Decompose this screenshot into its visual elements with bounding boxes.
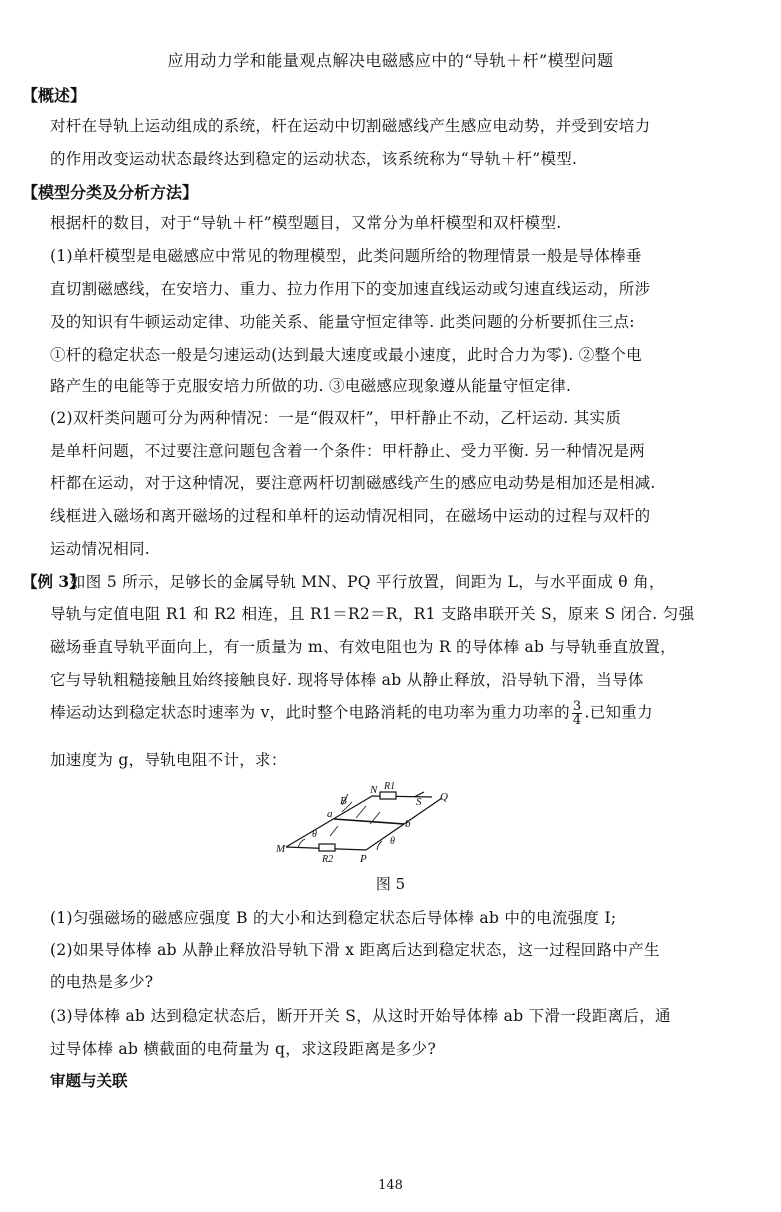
question-1: (1)匀强磁场的磁感应强度 B 的大小和达到稳定状态后导体棒 ab 中的电流强度 I; <box>50 909 617 927</box>
classification-line: (1)单杆模型是电磁感应中常见的物理模型，此类问题所给的物理情景一般是导体棒垂 <box>50 247 642 265</box>
figure-caption: 图 5 <box>375 875 406 893</box>
label-a: a <box>327 808 333 820</box>
resistor-r2 <box>319 844 335 851</box>
label-b-end: b <box>405 818 411 830</box>
classification-line: 是单杆问题，不过要注意问题包含着一个条件：甲杆静止、受力平衡. 另一种情况是两 <box>50 442 646 460</box>
classification-line: 及的知识有牛顿运动定律、功能关系、能量守恒定律等. 此类问题的分析要抓住三点: <box>50 313 635 331</box>
overview-line-2: 的作用改变运动状态最终达到稳定的运动状态，该系统称为“导轨＋杆”模型. <box>50 150 578 168</box>
fraction-numerator: 3 <box>572 699 582 714</box>
overview-heading: 【概述】 <box>22 86 87 105</box>
example-text-part: 棒运动达到稳定状态时速率为 v，此时整个电路消耗的电功率为重力功率的 <box>50 703 570 722</box>
rail-mn-lower <box>286 802 362 847</box>
example-text-line: 加速度为 g，导轨电阻不计，求： <box>50 751 287 769</box>
fraction <box>572 700 583 727</box>
classification-line: 线框进入磁场和离开磁场的过程和单杆的运动情况相同，在磁场中运动的过程与双杆的 <box>50 507 651 525</box>
label-theta: θ <box>312 829 317 840</box>
example-text-line: 如图 5 所示，足够长的金属导轨 MN、PQ 平行放置，间距为 L，与水平面成 θ 角， <box>70 573 665 591</box>
label-m: M <box>276 843 286 855</box>
figure-5-rail-diagram <box>272 778 462 870</box>
resistor-r1 <box>380 792 396 799</box>
example-text-part: .已知重力 <box>584 703 653 722</box>
question-3-line-1: (3)导体棒 ab 达到稳定状态后，断开开关 S，从这时开始导体棒 ab 下滑一段距离后，通 <box>50 1007 671 1025</box>
classification-line: (2)双杆类问题可分为两种情况：一是“假双杆”，甲杆静止不动，乙杆运动. 其实质 <box>50 409 622 427</box>
classification-line: 直切割磁感线，在安培力、重力、拉力作用下的变加速直线运动或匀速直线运动，所涉 <box>50 280 651 298</box>
example-text-line <box>50 700 653 727</box>
classification-line: 路产生的电能等于克服安培力所做的功. ③电磁感应现象遵从能量守恒定律. <box>50 377 572 395</box>
example-label: 【例 3】 <box>22 572 85 591</box>
rail-mn-upper <box>362 796 372 802</box>
classification-line: ①杆的稳定状态一般是匀速运动(达到最大速度或最小速度，此时合力为零). ②整个电 <box>50 346 642 364</box>
classification-line: 根据杆的数目，对于“导轨＋杆”模型题目，又常分为单杆模型和双杆模型. <box>50 214 562 232</box>
conductor-bar-ab <box>334 819 404 824</box>
page-title: 应用动力学和能量观点解决电磁感应中的“导轨＋杆”模型问题 <box>167 51 614 70</box>
classification-line: 运动情况相同. <box>50 540 151 558</box>
label-q: Q <box>440 791 448 803</box>
example-text-line: 磁场垂直导轨平面向上，有一质量为 m、有效电阻也为 R 的导体棒 ab 与导轨垂直放置， <box>50 638 676 656</box>
overview-line-1: 对杆在导轨上运动组成的系统，杆在运动中切割磁感线产生感应电动势，并受到安培力 <box>50 117 651 135</box>
label-s: S <box>416 796 422 808</box>
question-2-line-1: (2)如果导体棒 ab 从静止释放沿导轨下滑 x 距离后达到稳定状态，这一过程回路中产生 <box>50 941 660 959</box>
classification-heading: 【模型分类及分析方法】 <box>22 183 199 202</box>
review-heading: 审题与关联 <box>50 1072 128 1090</box>
label-r2: R2 <box>322 854 334 865</box>
label-b: B <box>340 795 347 807</box>
field-line <box>330 826 338 836</box>
example-text-line: 导轨与定值电阻 R1 和 R2 相连，且 R1＝R2＝R，R1 支路串联开关 S，原来 S 闭合. 匀强 <box>50 605 695 623</box>
classification-line: 杆都在运动，对于这种情况，要注意两杆切割磁感线产生的感应电动势是相加还是相减. <box>50 474 656 492</box>
page-number: 148 <box>378 1178 403 1193</box>
angle-arc <box>298 839 305 848</box>
field-line <box>356 806 366 818</box>
label-theta: θ <box>390 836 395 847</box>
question-3-line-2: 过导体棒 ab 横截面的电荷量为 q，求这段距离是多少? <box>50 1040 437 1058</box>
label-r1: R1 <box>384 781 396 792</box>
label-n: N <box>370 784 378 796</box>
label-p: P <box>360 853 367 865</box>
question-2-line-2: 的电热是多少? <box>50 973 154 991</box>
fraction-denominator: 4 <box>572 713 582 728</box>
example-text-line: 它与导轨粗糙接触且始终接触良好. 现将导体棒 ab 从静止释放，沿导轨下滑，当导体 <box>50 671 644 689</box>
